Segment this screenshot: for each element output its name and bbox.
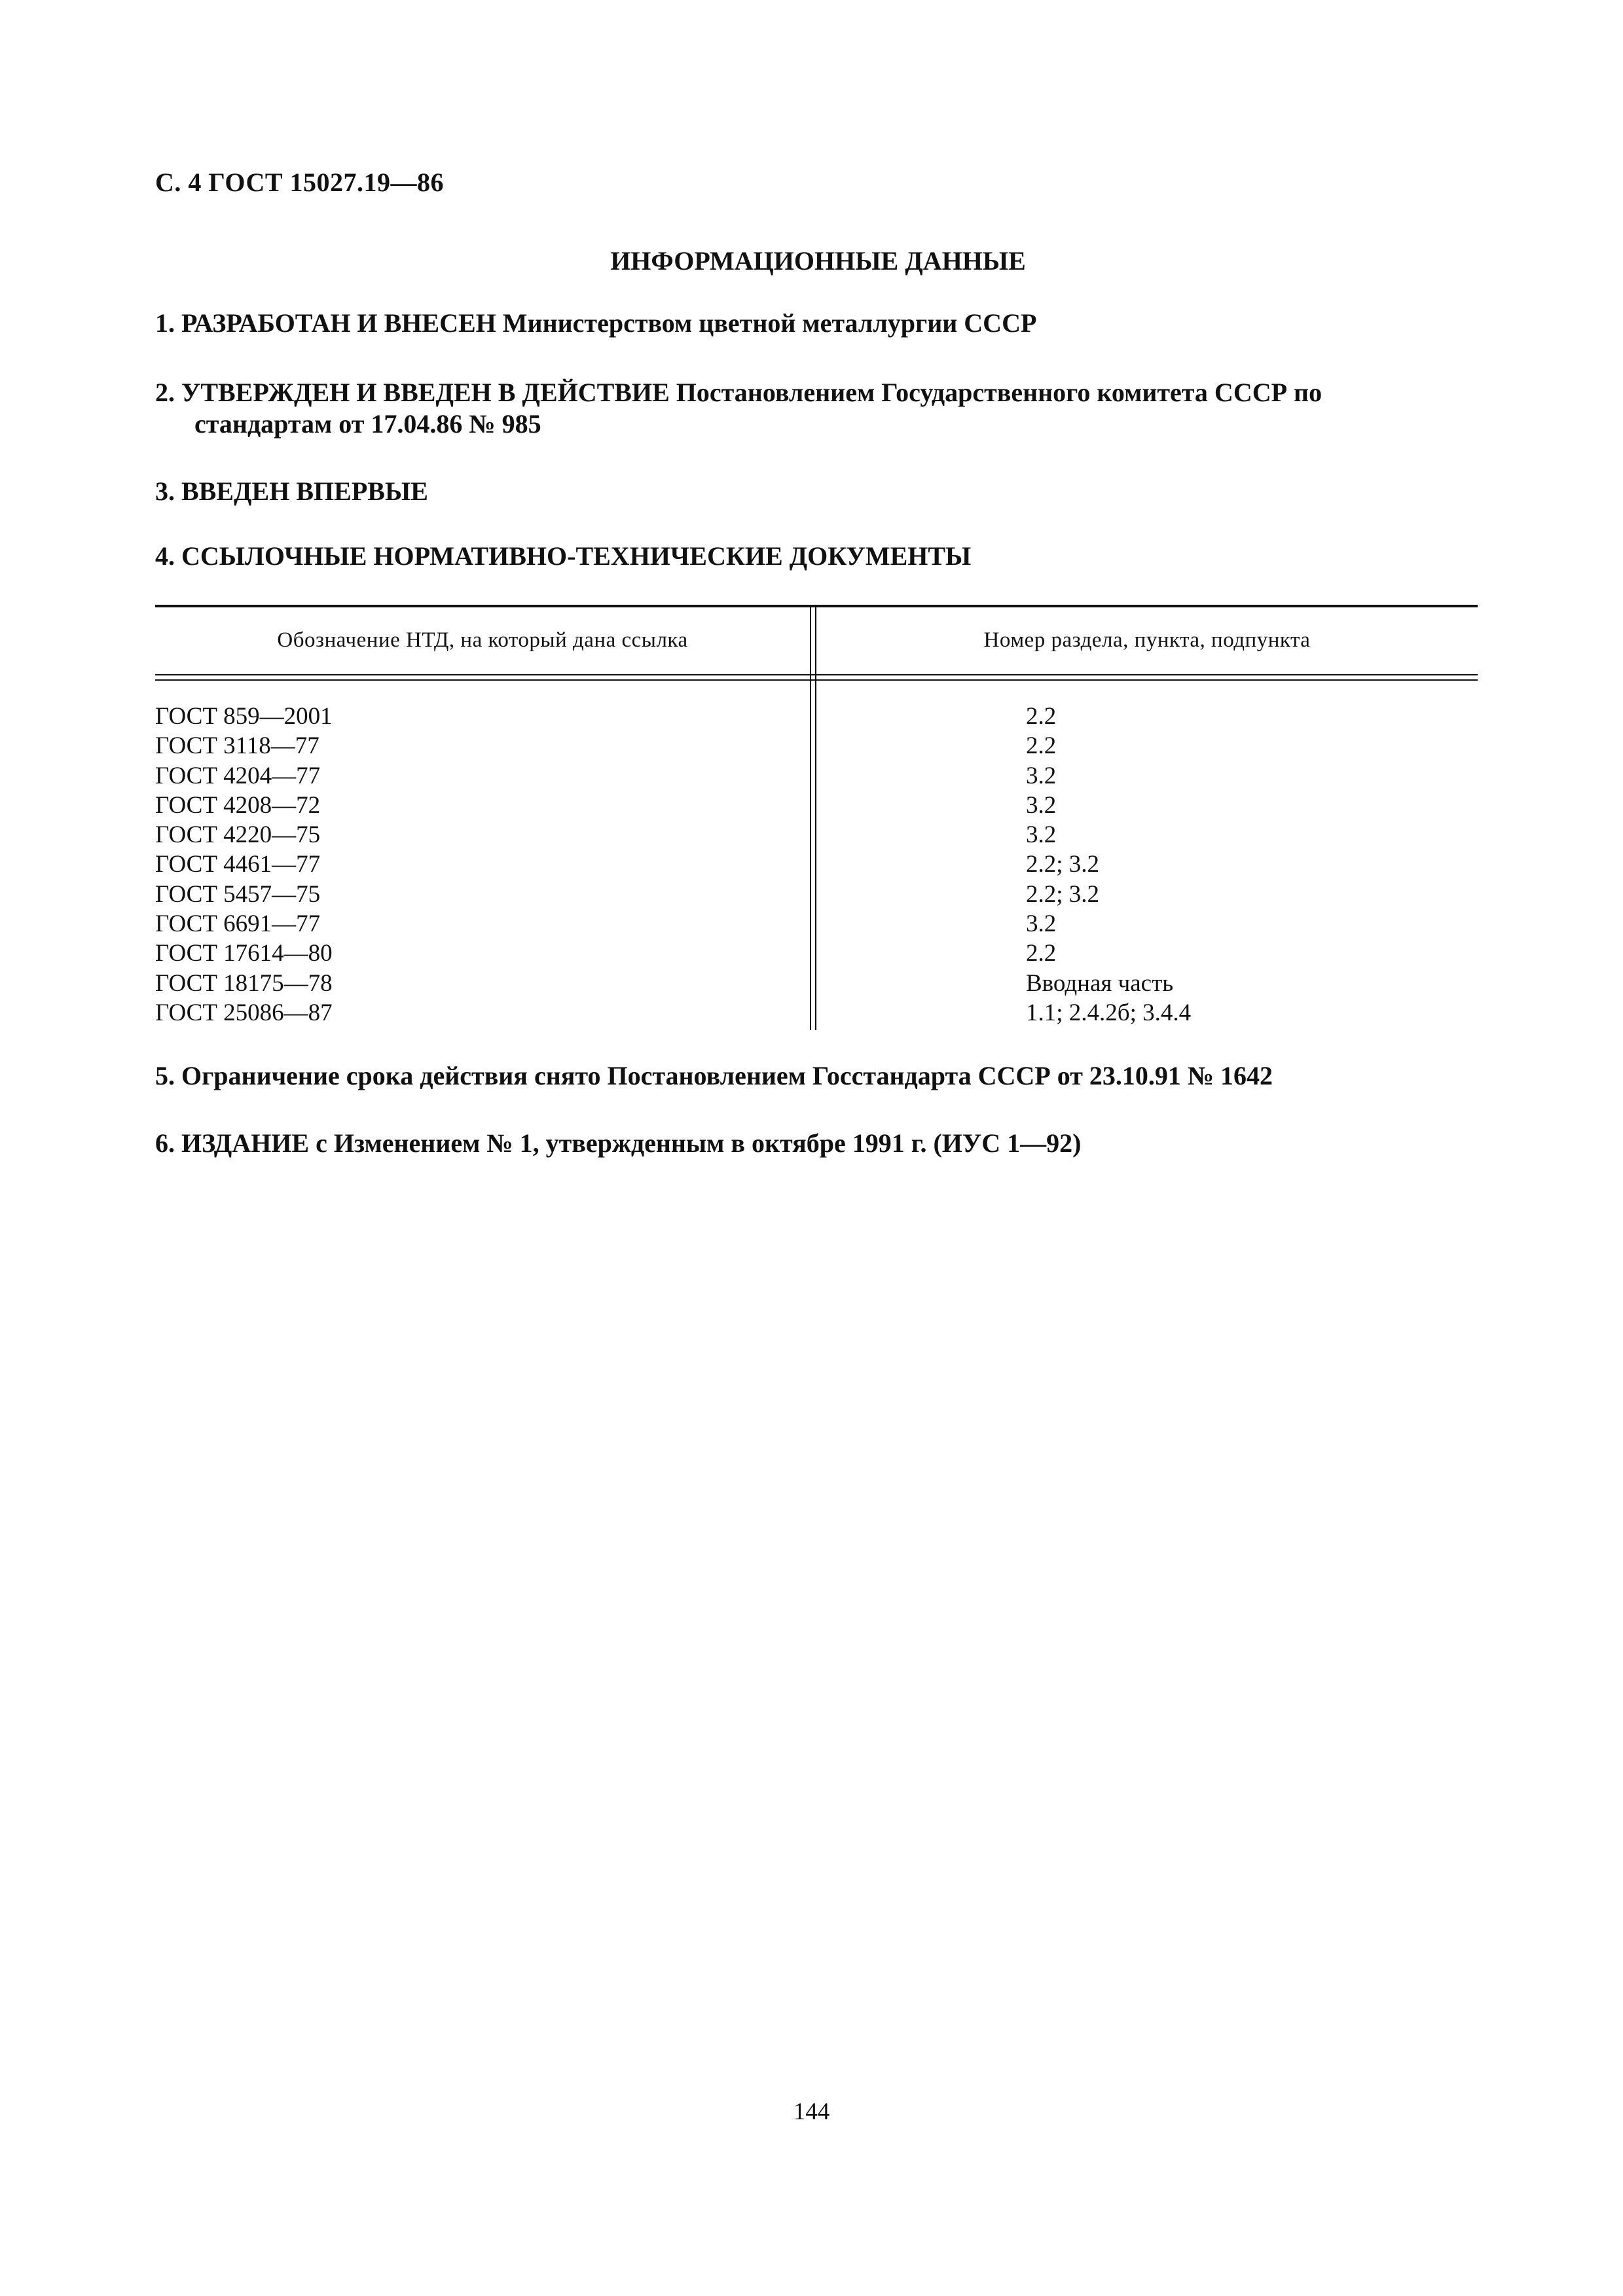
table-header-rule [155, 674, 1478, 675]
references-table [155, 605, 1478, 1030]
item-caption: ВВЕДЕН ВПЕРВЫЕ [181, 476, 428, 506]
table-cell-section: 2.2; 3.2 [1026, 851, 1100, 878]
item-text-continuation: стандартам от 17.04.86 № 985 [194, 409, 541, 439]
table-cell-document: ГОСТ 4220—75 [155, 821, 321, 849]
item-approved [155, 377, 1478, 440]
item-text: Министерством цветной металлургии СССР [502, 308, 1037, 338]
table-cell-document: ГОСТ 859—2001 [155, 703, 333, 730]
table-cell-section: 2.2; 3.2 [1026, 880, 1100, 908]
table-cell-section: 2.2 [1026, 732, 1057, 760]
item-number: 2. [155, 378, 175, 407]
table-header-section: Номер раздела, пункта, подпункта [983, 628, 1311, 652]
table-cell-section: 2.2 [1026, 940, 1057, 967]
item-introduced [155, 476, 1478, 507]
item-number: 3. [155, 476, 175, 506]
item-references-heading [155, 541, 1478, 572]
item-caption: ИЗДАНИЕ [181, 1128, 310, 1158]
table-cell-document: ГОСТ 6691—77 [155, 910, 321, 938]
page-header: С. 4 ГОСТ 15027.19—86 [155, 168, 445, 197]
item-caption: РАЗРАБОТАН И ВНЕСЕН [181, 308, 496, 338]
item-validity [155, 1060, 1478, 1092]
table-header-document: Обозначение НТД, на который дана ссылка [277, 628, 688, 652]
table-column-documents [155, 702, 803, 1028]
item-number: 4. [155, 541, 175, 571]
table-cell-document: ГОСТ 5457—75 [155, 880, 321, 908]
table-cell-section: 3.2 [1026, 762, 1057, 789]
table-top-rule [155, 605, 1478, 607]
table-cell-section: 1.1; 2.4.2б; 3.4.4 [1026, 999, 1192, 1026]
item-number: 6. [155, 1128, 175, 1158]
item-number: 5. [155, 1061, 175, 1090]
item-text: с Изменением № 1, утвержденным в октябре 1991 г. (ИУС 1—92) [316, 1128, 1082, 1158]
table-cell-section: 3.2 [1026, 910, 1057, 938]
item-developed [155, 308, 1478, 339]
table-cell-section: 2.2 [1026, 703, 1057, 730]
table-column-divider [815, 605, 816, 1030]
table-cell-document: ГОСТ 18175—78 [155, 969, 333, 997]
table-cell-document: ГОСТ 4461—77 [155, 851, 321, 878]
table-cell-document: ГОСТ 17614—80 [155, 940, 333, 967]
page-number: 144 [793, 2098, 830, 2125]
table-cell-section: 3.2 [1026, 821, 1057, 849]
table-cell-document: ГОСТ 4208—72 [155, 791, 321, 819]
item-caption: ССЫЛОЧНЫЕ НОРМАТИВНО-ТЕХНИЧЕСКИЕ ДОКУМЕНТЫ [181, 541, 972, 571]
item-text: Постановлением Государственного комитета СССР по [676, 378, 1322, 407]
item-caption: УТВЕРЖДЕН И ВВЕДЕН В ДЕЙСТВИЕ [181, 378, 670, 407]
table-cell-document: ГОСТ 4204—77 [155, 762, 321, 789]
table-cell-document: ГОСТ 3118—77 [155, 732, 319, 760]
table-column-divider [810, 605, 811, 1030]
item-edition [155, 1128, 1478, 1159]
table-header-rule [155, 679, 1478, 681]
table-cell-section: Вводная часть [1026, 969, 1174, 997]
table-cell-document: ГОСТ 25086—87 [155, 999, 333, 1026]
section-title: ИНФОРМАЦИОННЫЕ ДАННЫЕ [610, 246, 1026, 276]
table-column-sections [1026, 702, 1471, 1028]
item-number: 1. [155, 308, 175, 338]
table-cell-section: 3.2 [1026, 791, 1057, 819]
item-text: Ограничение срока действия снято Постановлением Госстандарта СССР от 23.10.91 № 1642 [181, 1061, 1273, 1090]
